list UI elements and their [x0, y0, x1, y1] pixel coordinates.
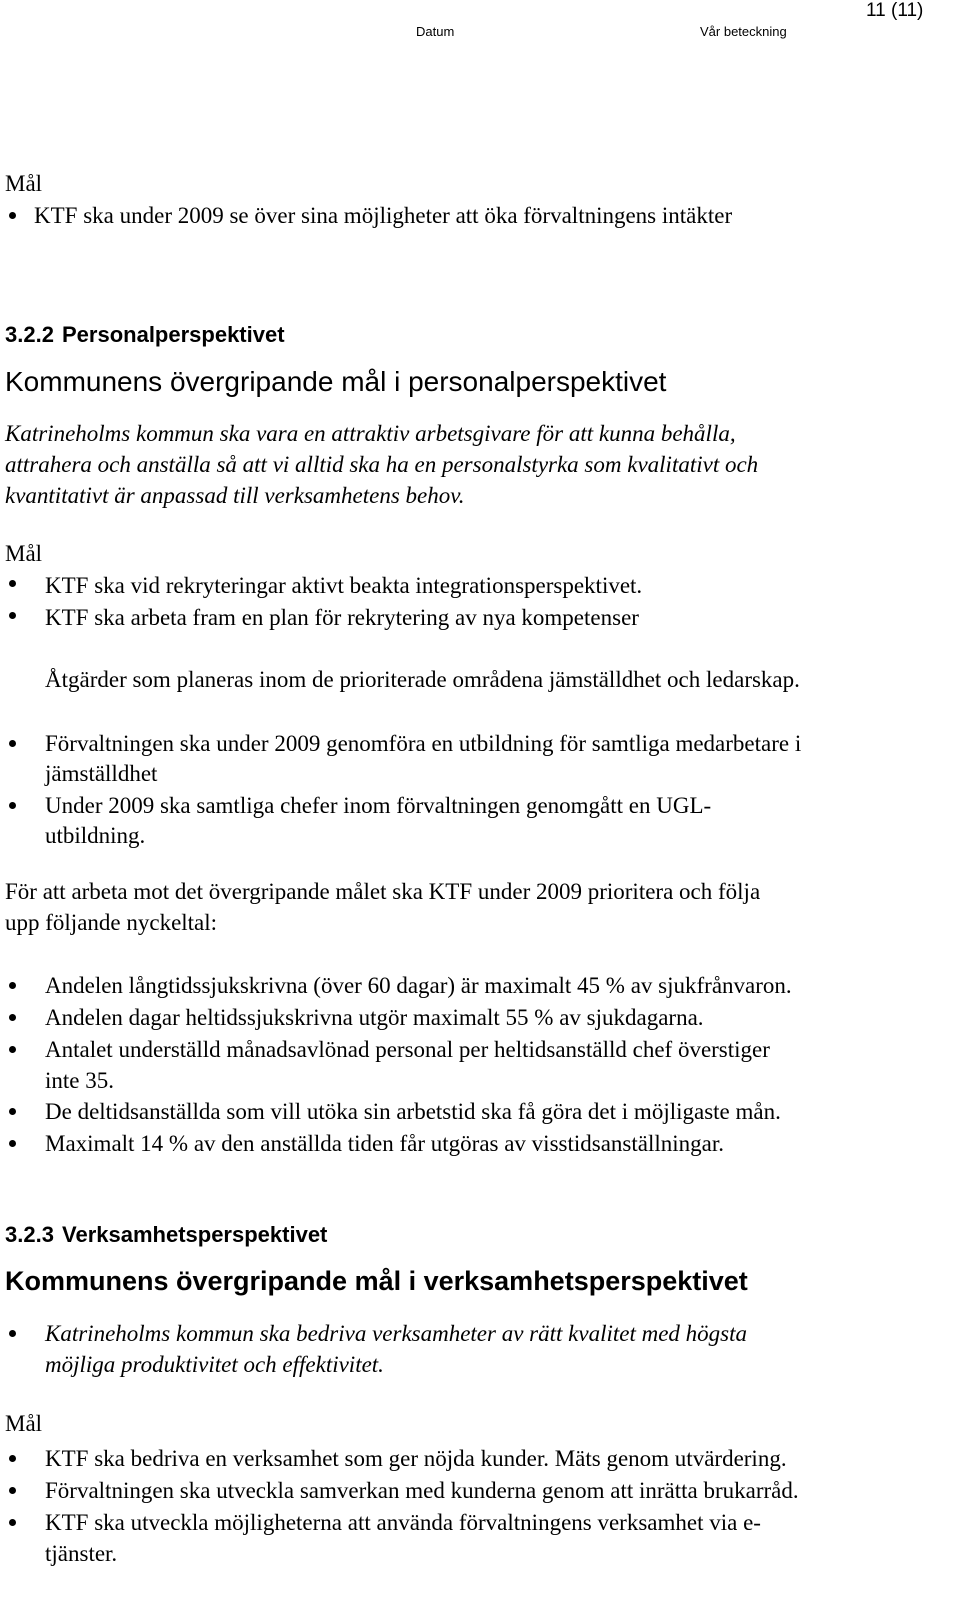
bullet-icon	[9, 212, 16, 219]
goal-top-text: KTF ska under 2009 se över sina möjligheter att öka förvaltningens intäkter	[34, 203, 733, 228]
bullet-icon	[9, 1108, 16, 1115]
personal-goal-1: KTF ska vid rekryteringar aktivt beakta integrationsperspektivet.	[45, 573, 643, 598]
kpi-intro-line-1: För att arbeta mot det övergripande målet ska KTF under 2009 prioritera och följa	[5, 879, 761, 904]
bullet-icon	[9, 580, 16, 587]
personal-intro-line-2: attrahera och anställa så att vi alltid ska ha en personalstyrka som kvalitativt och	[5, 452, 759, 477]
bullet-icon	[9, 1455, 16, 1462]
verksamhet-goal-3-line-2: tjänster.	[45, 1541, 118, 1566]
header-date-label: Datum	[416, 24, 455, 39]
action-1-line-1: Förvaltningen ska under 2009 genomföra en utbildning för samtliga medarbetare i	[45, 731, 802, 756]
bullet-icon	[9, 1140, 16, 1147]
heading-personal: Kommunens övergripande mål i personalperspektivet	[5, 366, 667, 397]
heading-verksamhet: Kommunens övergripande mål i verksamhetsperspektivet	[5, 1266, 748, 1296]
bullet-icon	[9, 1330, 16, 1337]
bullet-icon	[9, 1519, 16, 1526]
goal-label-top: Mål	[5, 171, 43, 196]
kpi-5: Maximalt 14 % av den anställda tiden får utgöras av visstidsanställningar.	[45, 1131, 724, 1156]
bullet-icon	[9, 740, 16, 747]
verksamhet-goal-2: Förvaltningen ska utveckla samverkan med kunderna genom att inrätta brukarråd.	[45, 1478, 799, 1503]
personal-goal-2: KTF ska arbeta fram en plan för rekrytering av nya kompetenser	[45, 605, 639, 630]
section-number-322: 3.2.2	[5, 322, 54, 347]
action-2-line-1: Under 2009 ska samtliga chefer inom förvaltningen genomgått en UGL-	[45, 793, 712, 818]
bullet-icon	[9, 802, 16, 809]
action-1-line-2: jämställdhet	[45, 761, 158, 786]
goal-label-verksamhet: Mål	[5, 1411, 43, 1436]
verksamhet-goal-3-line-1: KTF ska utveckla möjligheterna att använda förvaltningens verksamhet via e-	[45, 1510, 761, 1535]
kpi-3-line-1: Antalet underställd månadsavlönad personal per heltidsanställd chef överstiger	[45, 1037, 770, 1062]
bullet-icon	[9, 1046, 16, 1053]
kpi-2: Andelen dagar heltidssjukskrivna utgör maximalt 55 % av sjukdagarna.	[45, 1005, 704, 1030]
verksamhet-goal-1: KTF ska bedriva en verksamhet som ger nöjda kunder. Mäts genom utvärdering.	[45, 1446, 787, 1471]
kpi-1: Andelen långtidssjukskrivna (över 60 dagar) är maximalt 45 % av sjukfrånvaron.	[45, 973, 792, 998]
goal-label-personal: Mål	[5, 541, 43, 566]
verksamhet-intro-line-2: möjliga produktivitet och effektivitet.	[45, 1352, 384, 1377]
actions-intro: Åtgärder som planeras inom de prioriterade områdena jämställdhet och ledarskap.	[45, 667, 800, 692]
bullet-icon	[9, 1014, 16, 1021]
header-reference-label: Vår beteckning	[700, 24, 787, 39]
bullet-icon	[9, 1487, 16, 1494]
personal-intro-line-3: kvantitativt är anpassad till verksamhetens behov.	[5, 483, 465, 508]
page-number: 11 (11)	[866, 0, 924, 21]
section-number-323: 3.2.3	[5, 1222, 54, 1247]
kpi-intro-line-2: upp följande nyckeltal:	[5, 910, 218, 935]
personal-intro-line-1: Katrineholms kommun ska vara en attraktiv arbetsgivare för att kunna behålla,	[5, 421, 736, 446]
bullet-icon	[9, 612, 16, 619]
action-2-line-2: utbildning.	[45, 823, 146, 848]
section-title-323: Verksamhetsperspektivet	[62, 1222, 328, 1247]
verksamhet-intro-line-1: Katrineholms kommun ska bedriva verksamheter av rätt kvalitet med högsta	[45, 1321, 748, 1346]
section-title-322: Personalperspektivet	[62, 322, 285, 347]
bullet-icon	[9, 982, 16, 989]
kpi-3-line-2: inte 35.	[45, 1068, 114, 1093]
kpi-4: De deltidsanställda som vill utöka sin arbetstid ska få göra det i möjligaste mån.	[45, 1099, 781, 1124]
